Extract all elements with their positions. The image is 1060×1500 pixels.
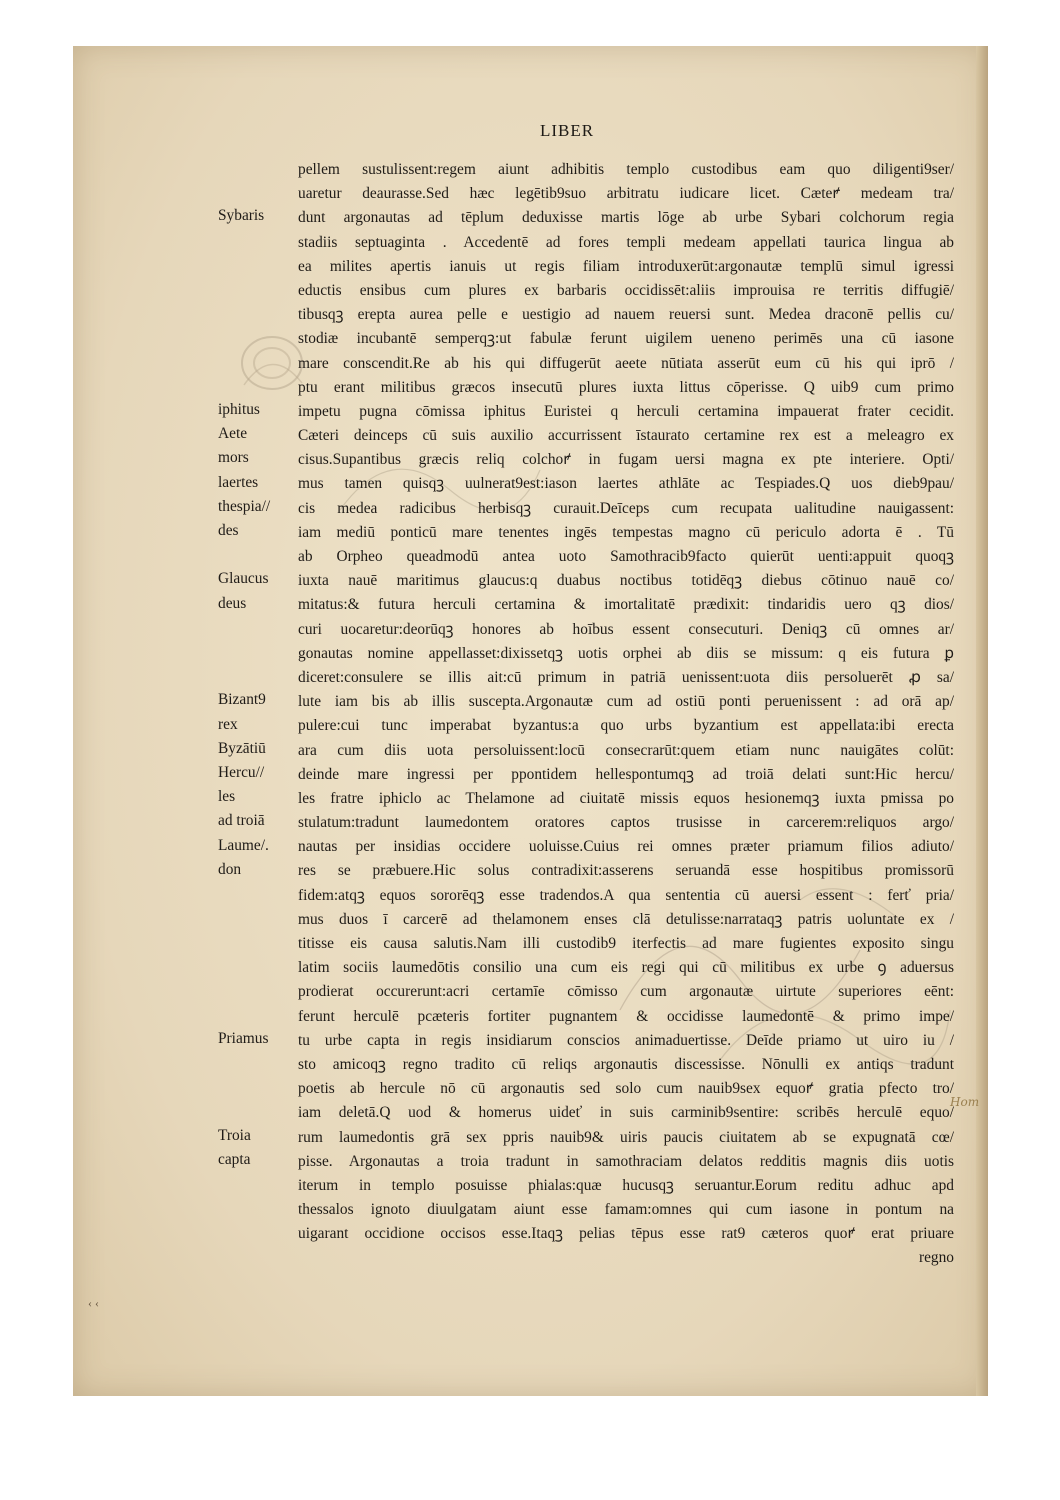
text-line: mitatus:& futura herculi certamina & imortalitatē prædixit: tindaridis uero qꝫ dios/ [298,596,954,614]
text-line: regno [918,1249,954,1267]
text-line: mus tamen quisqꝫ uulnerat9est:iason laertes athlāte ac Tespiades.Q uos dieb9pau/ [298,475,954,493]
text-line: stodiæ incubantē semperqꝫ:ut fabulæ ferunt uigilem ueneno perimēs una cū iasone [298,330,954,348]
text-line: iuxta nauē maritimus glaucus:q duabus noctibus totidēqꝫ diebus cōtinuo nauē co/ [298,572,954,590]
page-edge [976,46,988,1396]
text-line: pulere:cui tunc imperabat byzantus:a quo urbs byzantium est appellata:ibi erecta [298,717,954,735]
running-head: LIBER [540,121,595,140]
text-line: iam deletā.Q uod & homerus uideť in suis carminib9sentire: scribēs herculē equo/ [298,1104,954,1122]
text-line: nautas per insidias occidere uoluisse.Cuius rei omnes præter priamum filios adiuto/ [298,838,954,856]
text-line: curi uocaretur:deorūqꝫ honores ab hoībus essent consecuturi. Deniqꝫ cū omnes ar/ [298,620,954,638]
text-line: ptu erant militibus græcos insecutū plures iuxta littus cōperisse. Q uib9 cum primo [298,378,954,396]
text-line: thessalos ignoto diuulgatam aiunt esse famam:omnes qui cum iasone in pontum na [298,1201,954,1219]
text-line: deinde mare ingressi per ppontidem hellespontumqꝫ ad troiā delati sunt:Hic hercu/ [298,765,954,783]
text-line: impetu pugna cōmissa iphitus Euristei q herculi certamina impauerat frater cecidit. [298,402,954,420]
margin-note: Priamus [218,1030,269,1048]
text-line: iam mediū ponticū mare tenentes ingēs tempestas magno cū periculo adorta ē . Tū [298,523,954,541]
margin-note: Bizant9 [218,691,266,709]
text-line: ea milites apertis ianuis ut regis filiam introduxerūt:argonautæ templū simul igressi [298,257,954,275]
text-line: pellem sustulissent:regem aiunt adhibitis templo custodibus eam quo diligenti9ser/ [298,161,954,178]
text-line: stadiis septuaginta . Accedentē ad fores templi medeam appellati taurica lingua ab [298,233,954,251]
margin-note: capta [218,1151,251,1169]
text-line: ferunt herculē pcæteris fortiter pugnantem & occidisse laumedontē & primo impe/ [298,1007,954,1025]
text-line: ara cum diis uota persoluissent:locū consecrarūt:quem etiam nunc nauigātes colūt: [298,741,954,759]
margin-note: Hercu// [218,764,265,781]
text-line: les fratre iphiclo ac Thelamone ad ciuitatē missis equos hesionemqꝫ iuxta pmissa po [298,789,954,807]
text-line: uigarant occidione occisos esse.Itaqꝫ pelias tēpus esse rat9 cæteros quoꝵ erat priuare [298,1225,954,1243]
margin-note: des [218,522,239,539]
text-line: diceret:consulere se illis ait:cū primum in patriā uenissent:uota diis persoluerēt ꝓ sa/ [298,668,954,686]
margin-note: rex [218,715,238,733]
text-line: iterum in templo posuisse phialas:quæ hucusqꝫ seruantur.Eorum reditu adhuc apd [298,1176,954,1194]
text-line: mare conscendit.Re ab his qui diffugerūt aeete nūtiata asserūt eum cū his qui iprō / [298,354,954,372]
handwritten-note: Hom [950,1095,980,1109]
page-marks: ‹ ‹ [88,1296,99,1310]
text-line: uaretur deaurasse.Sed hæc legētib9suo arbitratu iudicare licet. Cæteꝵ medeam tra/ [298,185,954,203]
text-line: mus duos ī carcerē ad thelamonem enses clā detulisse:narrataqꝫ patris uoluntate ex / [298,910,954,928]
text-line: cis medea radicibus herbisqꝫ curauit.Deīceps cum recupata ualitudine nauigassent: [298,499,954,517]
text-line: tu urbe capta in regis insidiarum conscios animaduertisse. Deīde priamo ut uiro iu / [298,1031,954,1049]
margin-note: Sybaris [218,207,265,225]
margin-note: deus [218,594,247,612]
margin-note: Byzātiū [218,739,266,757]
margin-note: ad troiā [218,812,265,830]
text-line: fidem:atqꝫ equos sororēqꝫ esse tradendos.A qua sententia cū auersi essent : ferť pria/ [298,886,954,904]
text-line: stulatum:tradunt laumedontem oratores captos trusisse in carcerem:reliquos argo/ [298,814,954,832]
text-line: dunt argonautas ad tēplum deduxisse martis lōge ab urbe Sybari colchorum regia [298,209,954,227]
text-line: prodierat occurerunt:acri certamīe cōmisso cum argonautæ uirtute superiores eēnt: [298,983,954,1001]
margin-note: mors [218,449,249,467]
margin-note: Laume/. [218,836,269,854]
margin-note: iphitus [218,401,260,418]
text-line: latim sociis laumedōtis consilio una cum eis regi qui cū militibus ex urbe ꝯ aduersus [298,959,954,977]
text-line: gonautas nomine appellasset:dixissetqꝫ uotis orphei ab diis se missum: q eis futura ꝑ [298,644,954,662]
text-line: Cæteri deinceps cū suis auxilio accurrissent īstaurato certamine rex est a meleagro ex [298,427,954,445]
body-text [298,158,954,1271]
margin-note: don [218,860,242,878]
text-line: tibusqꝫ erepta aurea pelle e uestigio ad nauem reuersi sunt. Medea draconē pellis cu/ [298,306,954,324]
margin-note: thespia// [218,497,271,515]
margin-note: les [218,788,236,806]
text-line: pisse. Argonautas a troia tradunt in samothraciam delatos redditis magnis diis uotis [298,1152,954,1170]
text-line: titisse eis causa salutis.Nam illi custodib9 iterfectis ad mare fugientes exposito singu [298,935,954,952]
text-line: cisus.Supantibus græcis reliq colchoꝵ in fugam uersi magna ex pte interiere. Opti/ [298,451,954,469]
text-line: sto amicoqꝫ regno tradito cū reliqs argonautis discessisse. Nōnulli ex antiqs tradunt [298,1055,954,1073]
text-line: res se præbuere.Hic solus contradixit:asserens seruandā esse hospitibus promissorū [298,862,954,880]
margin-note: laertes [218,473,259,491]
text-line: ab Orpheo queadmodū antea uoto Samothracib9facto quierūt uenti:appuit quoqꝫ [298,548,954,565]
text-line: lute iam bis ab illis suscepta.Argonautæ cum ad ostiū ponti peruenissent : ad orā ap/ [298,693,954,711]
text-line: eductis ensibus cum plures ex barbaris occidissēt:aliis improuisa re territis diffugiē/ [298,281,954,299]
margin-note: Aete [218,425,248,443]
text-line: rum laumedontis grā sex ppris nauib9& uiris paucis ciuitatem ab se expugnatā cœ/ [298,1128,954,1146]
margin-note: Troia [218,1127,251,1144]
margin-note: Glaucus [218,570,269,588]
text-line: poetis ab hercule nō cū argonautis sed solo cum nauib9sex equoꝵ gratia pfecto tro/ [298,1080,954,1098]
